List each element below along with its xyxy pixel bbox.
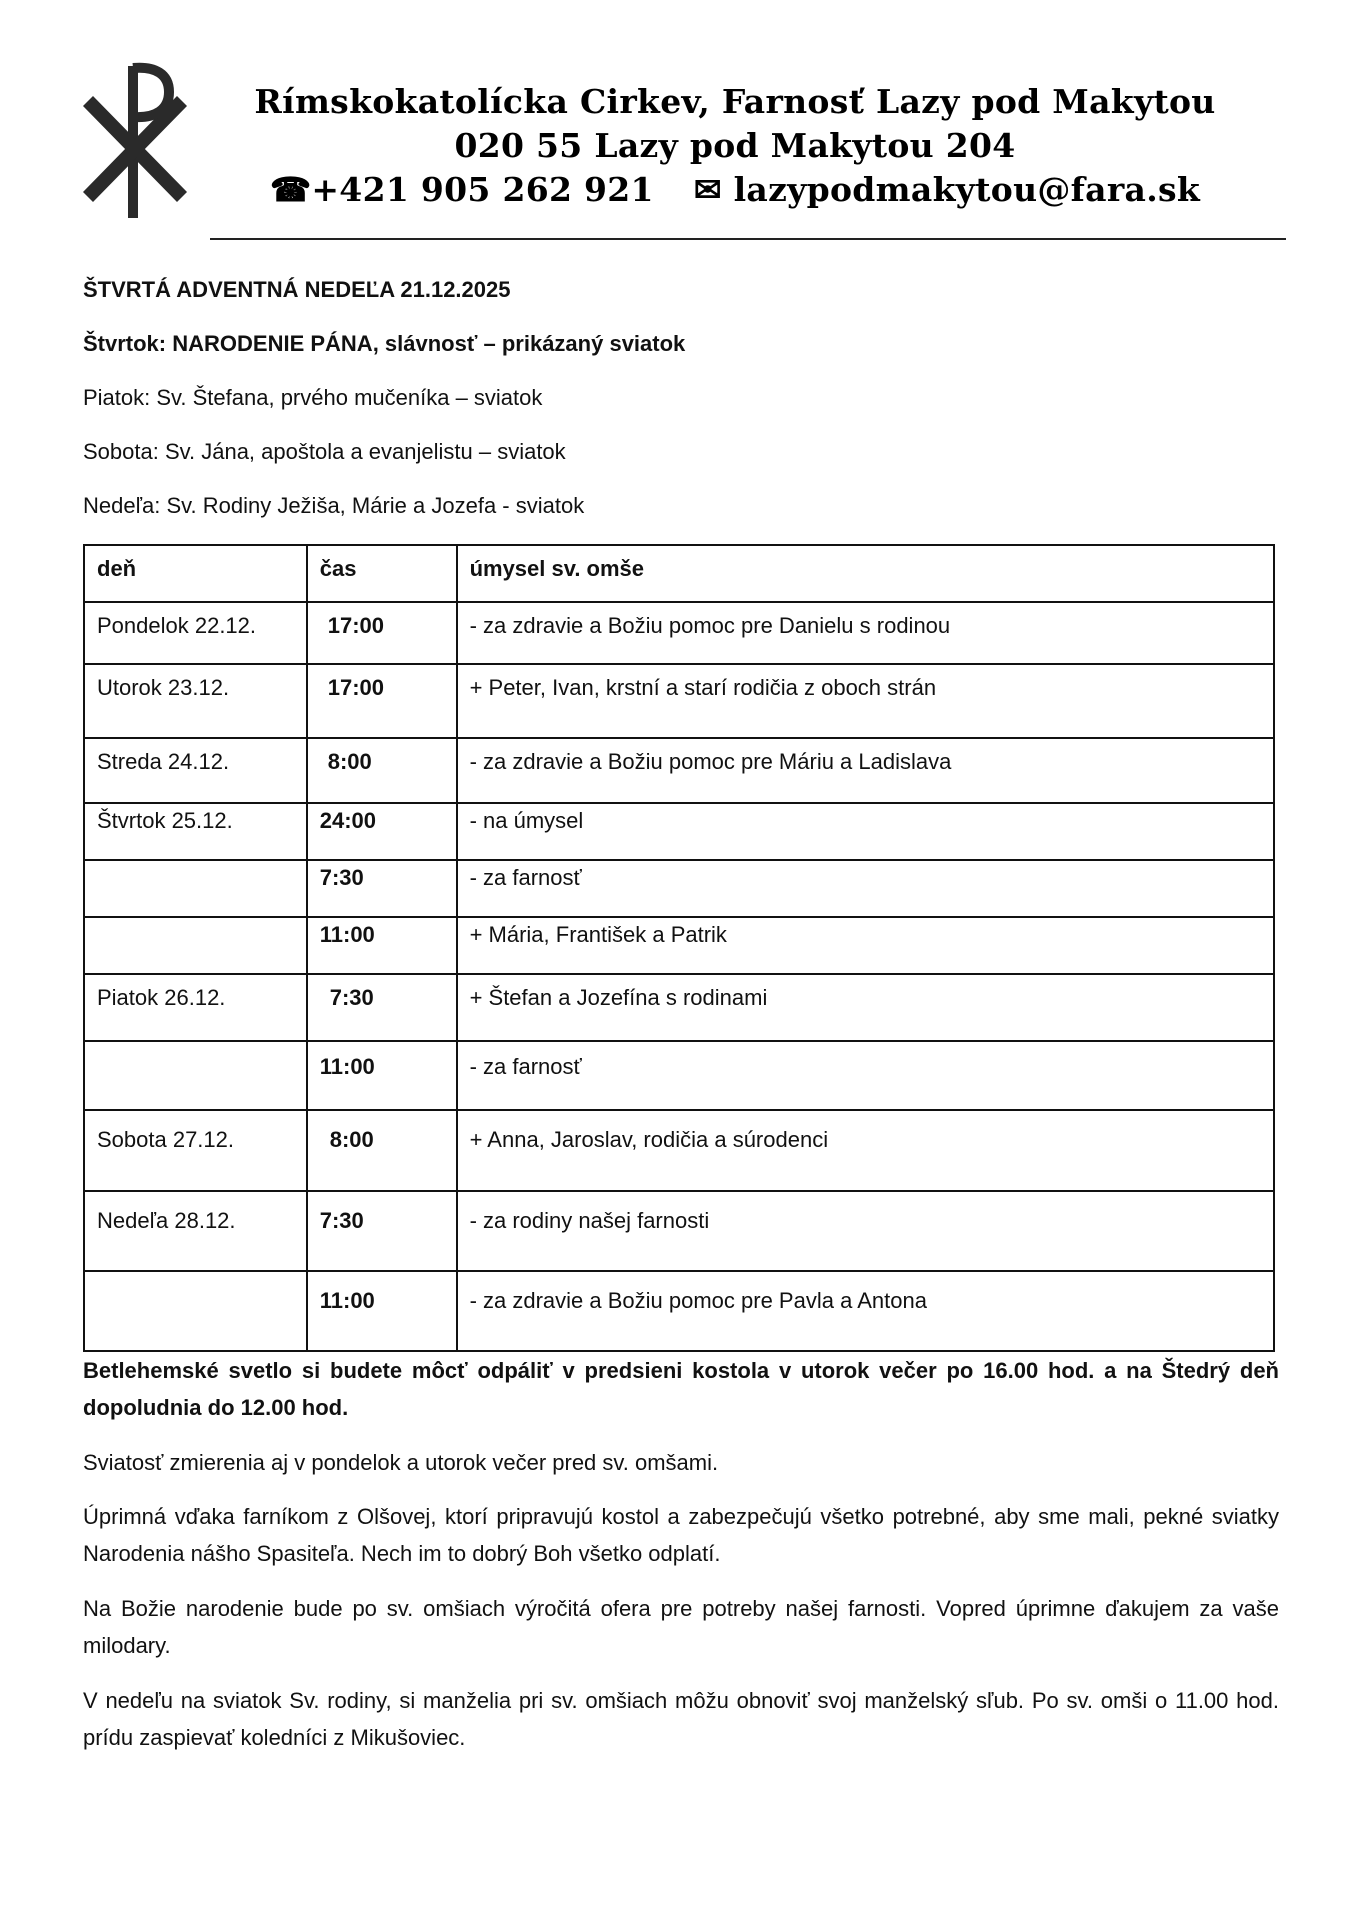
row-time: 8:00 [307, 1110, 457, 1191]
header-divider [210, 238, 1286, 240]
header-intention: úmysel sv. omše [457, 545, 1274, 602]
header-day: deň [84, 545, 307, 602]
row-day: Pondelok 22.12. [84, 602, 307, 664]
parish-address: 020 55 Lazy pod Makytou 204 [454, 126, 1016, 165]
row-day: Nedeľa 28.12. [84, 1191, 307, 1271]
row-time: 11:00 [307, 917, 457, 974]
row-intention: + Štefan a Jozefína s rodinami [457, 974, 1274, 1041]
table-row [84, 860, 1274, 917]
row-time: 24:00 [307, 803, 457, 860]
parish-header [215, 80, 1255, 212]
chi-rho-icon [75, 62, 195, 222]
row-time: 11:00 [307, 1271, 457, 1351]
announcement-bethlehem-light: Betlehemské svetlo si budete môcť odpáliť v predsieni kostola v utorok večer po 16.00 hod. a na Štedrý deň dopoludnia do 12.00 hod. [83, 1358, 1279, 1420]
row-day: Štvrtok 25.12. [84, 803, 307, 860]
row-intention: + Anna, Jaroslav, rodičia a súrodenci [457, 1110, 1274, 1191]
row-time: 8:00 [307, 738, 457, 803]
row-day: Piatok 26.12. [84, 974, 307, 1041]
row-day: Streda 24.12. [84, 738, 307, 803]
row-time: 11:00 [307, 1041, 457, 1110]
row-day [84, 917, 307, 974]
row-intention: - na úmysel [457, 803, 1274, 860]
row-day [84, 860, 307, 917]
table-row [84, 1041, 1274, 1110]
row-intention: - za rodiny našej farnosti [457, 1191, 1274, 1271]
row-intention: - za farnosť [457, 1041, 1274, 1110]
parish-contact [215, 168, 1255, 212]
announcement-vows-carolers: V nedeľu na sviatok Sv. rodiny, si manželia pri sv. omšiach môžu obnoviť svoj manželský sľub. Po sv. omši o 11.00 hod. prídu zaspievať koledníci z Mikušoviec. [83, 1688, 1279, 1750]
row-time: 17:00 [307, 664, 457, 738]
table-header-row [84, 545, 1274, 602]
feast-line-saturday: Sobota: Sv. Jána, apoštola a evanjelistu – sviatok [83, 439, 566, 464]
parish-title: Rímskokatolícka Cirkev, Farnosť Lazy pod Makytou [254, 82, 1216, 121]
row-day [84, 1041, 307, 1110]
row-intention: + Peter, Ivan, krstní a starí rodičia z oboch strán [457, 664, 1274, 738]
feast-line-friday: Piatok: Sv. Štefana, prvého mučeníka – sviatok [83, 385, 543, 410]
feast-line-thursday: Štvrtok: NARODENIE PÁNA, slávnosť – prikázaný sviatok [83, 331, 686, 356]
mass-schedule-table [83, 544, 1275, 1352]
email-address[interactable]: lazypodmakytou@fara.sk [733, 170, 1201, 209]
announcement-confession: Sviatosť zmierenia aj v pondelok a utorok večer pred sv. omšami. [83, 1450, 719, 1475]
table-row [84, 974, 1274, 1041]
row-intention: - za zdravie a Božiu pomoc pre Pavla a Antona [457, 1271, 1274, 1351]
feast-line-sunday: Nedeľa: Sv. Rodiny Ježiša, Márie a Jozefa - sviatok [83, 493, 585, 518]
row-day: Sobota 27.12. [84, 1110, 307, 1191]
table-row [84, 1110, 1274, 1191]
row-time: 17:00 [307, 602, 457, 664]
row-intention: - za zdravie a Božiu pomoc pre Danielu s rodinou [457, 602, 1274, 664]
row-intention: - za farnosť [457, 860, 1274, 917]
row-time: 7:30 [307, 974, 457, 1041]
phone-icon: ☎ [269, 170, 312, 209]
row-day: Utorok 23.12. [84, 664, 307, 738]
phone-number: +421 905 262 921 [311, 170, 654, 209]
table-row [84, 664, 1274, 738]
row-time: 7:30 [307, 1191, 457, 1271]
table-row [84, 738, 1274, 803]
table-row [84, 1271, 1274, 1351]
email-icon: ✉ [693, 170, 722, 209]
table-row [84, 602, 1274, 664]
row-time: 7:30 [307, 860, 457, 917]
announcement-thanks: Úprimná vďaka farníkom z Olšovej, ktorí pripravujú kostol a zabezpečujú všetko potrebné, aby sme mali, pekné sviatky Narodenia nášho Spasiteľa. Nech im to dobrý Boh všetko odplatí. [83, 1504, 1279, 1566]
announcement-offering: Na Božie narodenie bude po sv. omšiach výročitá ofera pre potreby našej farnosti. Vopred úprimne ďakujem za vaše milodary. [83, 1596, 1279, 1658]
row-intention: - za zdravie a Božiu pomoc pre Máriu a Ladislava [457, 738, 1274, 803]
row-intention: + Mária, František a Patrik [457, 917, 1274, 974]
header-time: čas [307, 545, 457, 602]
row-day [84, 1271, 307, 1351]
week-heading: ŠTVRTÁ ADVENTNÁ NEDEĽA 21.12.2025 [83, 277, 511, 302]
table-row [84, 1191, 1274, 1271]
table-row [84, 803, 1274, 860]
table-row [84, 917, 1274, 974]
